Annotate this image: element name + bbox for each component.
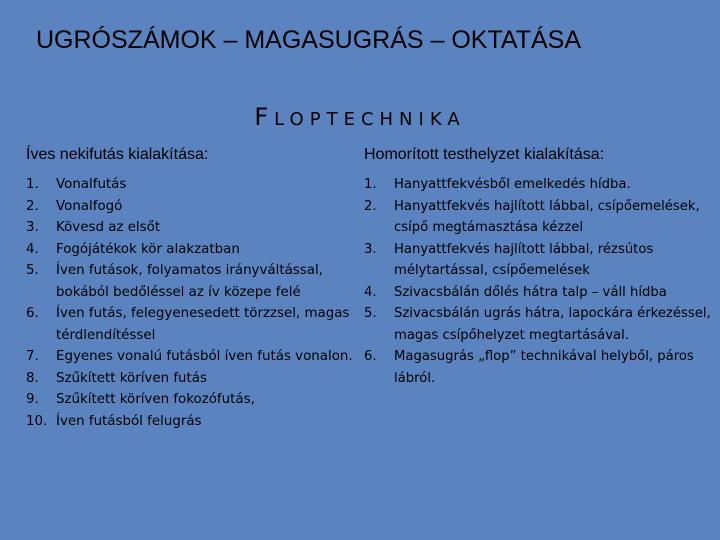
list-item-number: 1.: [364, 177, 377, 192]
list-item: [26, 217, 366, 239]
list-item-number: 1.: [26, 177, 39, 192]
list-item: [26, 303, 366, 346]
left-column: [26, 146, 366, 432]
list-item: [364, 196, 714, 239]
list-item-text: Íven futások, folyamatos irányváltással, bokából bedőléssel az ív közepe felé: [56, 263, 323, 300]
subtitle-text: FLOPTECHNIKA: [254, 103, 466, 131]
list-item-text: Szivacsbálán dőlés hátra talp – váll hídba: [394, 284, 667, 300]
list-item-number: 5.: [26, 263, 39, 278]
list-item-text: Szűkített köríven fokozófutás,: [56, 392, 255, 407]
list-item: [26, 411, 366, 433]
list-item-number: 4.: [364, 284, 377, 300]
list-item-number: 8.: [26, 370, 39, 386]
list-item: [364, 346, 714, 389]
list-item: [26, 389, 366, 411]
list-item: [364, 303, 714, 346]
list-item-number: 10.: [26, 413, 48, 429]
slide-subtitle: [0, 103, 720, 131]
list-item: [26, 368, 366, 390]
list-item-text: Hanyattfekvés hajlított lábbal, csípőemelések, csípő megtámasztása kézzel: [394, 198, 700, 235]
list-item-text: Íven futásból felugrás: [56, 413, 202, 429]
list-item: [26, 260, 366, 303]
right-column: [364, 146, 714, 389]
list-item-text: Egyenes vonalú futásból íven futás vonalon.: [56, 349, 353, 364]
slide-title: UGRÓSZÁMOK – MAGASUGRÁS – OKTATÁSA: [36, 26, 582, 54]
right-heading: Homorított testhelyzet kialakítása:: [364, 146, 605, 163]
list-item-number: 3.: [26, 220, 39, 235]
list-item: [364, 174, 714, 196]
list-item: [26, 174, 366, 196]
list-item: [26, 239, 366, 261]
list-item-text: Magasugrás „flop” technikával helyből, páros lábról.: [394, 349, 694, 386]
list-item-number: 3.: [364, 241, 377, 257]
list-item-number: 4.: [26, 241, 39, 257]
list-item-number: 9.: [26, 392, 39, 407]
list-item-number: 6.: [364, 349, 377, 364]
list-item-text: Fogójátékok kör alakzatban: [56, 241, 240, 257]
list-item-text: Vonalfogó: [56, 198, 123, 214]
list-item-number: 6.: [26, 306, 39, 321]
list-item: [364, 282, 714, 304]
list-item: [364, 239, 714, 282]
list-item-text: Szivacsbálán ugrás hátra, lapockára érkezéssel, magas csípőhelyzet megtartásával.: [394, 306, 711, 343]
list-item-text: Hanyattfekvésből emelkedés hídba.: [394, 177, 631, 192]
list-item-number: 7.: [26, 349, 39, 364]
list-item-number: 5.: [364, 306, 377, 321]
list-item-text: Kövesd az elsőt: [56, 220, 161, 235]
list-item: [26, 196, 366, 218]
left-heading: Íves nekifutás kialakítása:: [26, 146, 209, 163]
list-item-number: 2.: [26, 198, 39, 214]
list-item: [26, 346, 366, 368]
list-item-text: Hanyattfekvés hajlított lábbal, rézsútos mélytartással, csípőemelések: [394, 241, 654, 278]
list-item-number: 2.: [364, 198, 377, 214]
left-list: [26, 174, 366, 432]
right-list: [364, 174, 714, 389]
list-item-text: Szűkített köríven futás: [56, 370, 207, 386]
list-item-text: Vonalfutás: [56, 177, 127, 192]
list-item-text: Íven futás, felegyenesedett törzzsel, magas térdlendítéssel: [56, 306, 350, 343]
